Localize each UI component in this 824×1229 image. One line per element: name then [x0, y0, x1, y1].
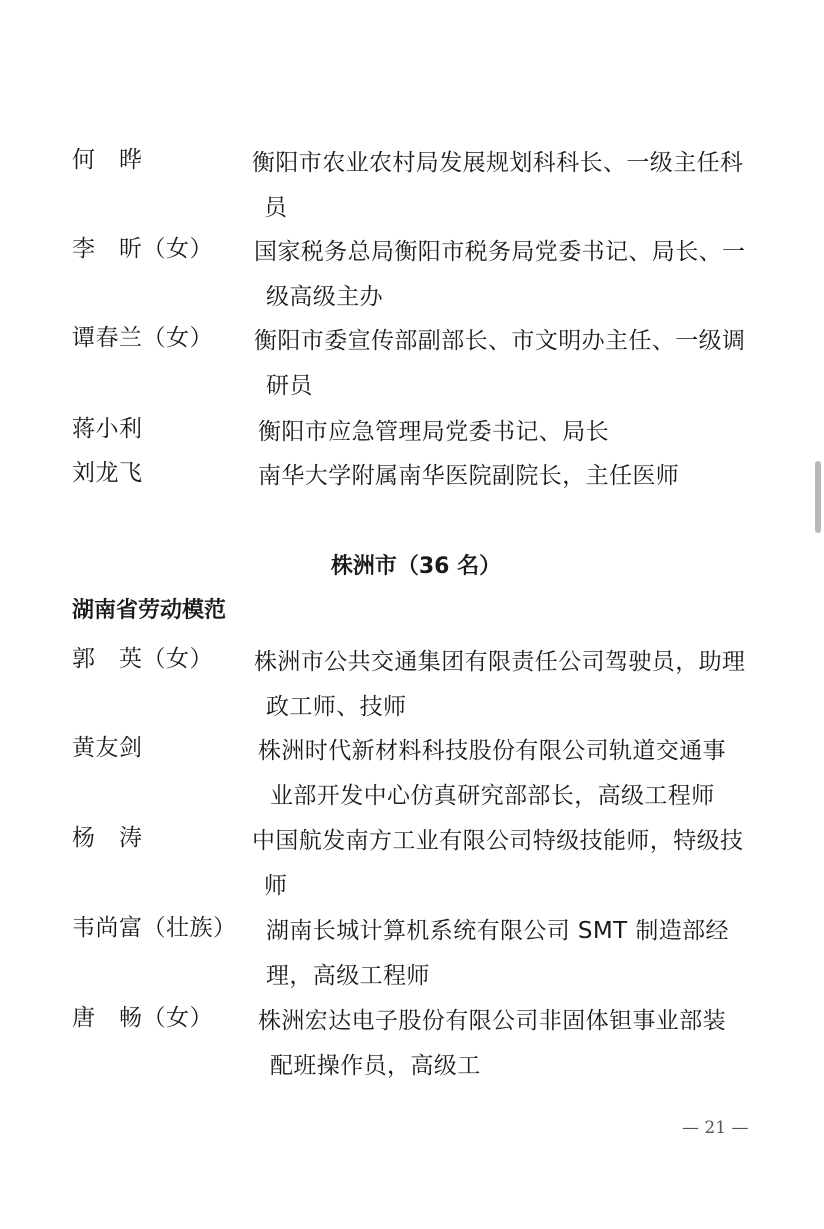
person-title — [254, 640, 750, 730]
person-name: 蒋小利 — [72, 416, 143, 442]
person-name: 唐 畅（女） — [72, 1005, 213, 1031]
person-title — [258, 999, 754, 1089]
person-title — [252, 141, 748, 231]
title-line-1: 株洲市公共交通集团有限责任公司驾驶员，助理 — [254, 649, 746, 675]
person-title — [258, 410, 754, 455]
title-line-1: 株洲时代新材料科技股份有限公司轨道交通事 — [258, 738, 726, 764]
title-line-2: 级高级主办 — [266, 284, 383, 310]
title-line-2: 师 — [264, 873, 288, 899]
city-heading: 株洲市（36 名） — [330, 554, 502, 579]
title-line-1: 中国航发南方工业有限公司特级技能师，特级技 — [252, 828, 744, 854]
title-line-1: 株洲宏达电子股份有限公司非固体钽事业部装 — [258, 1008, 726, 1034]
title-line-2: 政工师、技师 — [266, 694, 407, 720]
person-name: 李 昕（女） — [72, 236, 213, 262]
person-title — [266, 909, 762, 999]
title-line-1: 衡阳市应急管理局党委书记、局长 — [258, 419, 609, 445]
title-line-2: 员 — [264, 195, 288, 221]
person-title — [258, 729, 754, 819]
person-name: 郭 英（女） — [72, 646, 213, 672]
person-name: 刘龙飞 — [72, 460, 143, 486]
person-name: 谭春兰（女） — [72, 325, 213, 351]
person-name: 何 晔 — [72, 147, 143, 173]
person-title — [254, 319, 750, 409]
title-line-1: 湖南长城计算机系统有限公司 SMT 制造部经 — [266, 918, 729, 944]
title-line-2: 业部开发中心仿真研究部部长，高级工程师 — [270, 783, 715, 809]
person-name: 黄友剑 — [72, 735, 143, 761]
page-number: — 21 — — [682, 1118, 749, 1138]
title-line-1: 南华大学附属南华医院副院长，主任医师 — [258, 463, 680, 489]
title-line-1: 衡阳市农业农村局发展规划科科长、一级主任科 — [252, 150, 744, 176]
person-title — [258, 454, 754, 499]
title-line-2: 理，高级工程师 — [266, 963, 430, 989]
title-line-1: 国家税务总局衡阳市税务局党委书记、局长、一 — [254, 239, 746, 265]
person-name: 杨 涛 — [72, 825, 143, 851]
title-line-2: 研员 — [266, 373, 313, 399]
title-line-1: 衡阳市委宣传部副部长、市文明办主任、一级调 — [254, 328, 746, 354]
person-name: 韦尚富（壮族） — [72, 915, 237, 941]
person-title — [254, 230, 750, 320]
scrollbar[interactable] — [815, 461, 821, 533]
category-heading: 湖南省劳动模范 — [72, 598, 227, 623]
person-title — [252, 819, 748, 909]
title-line-2: 配班操作员，高级工 — [270, 1053, 481, 1079]
